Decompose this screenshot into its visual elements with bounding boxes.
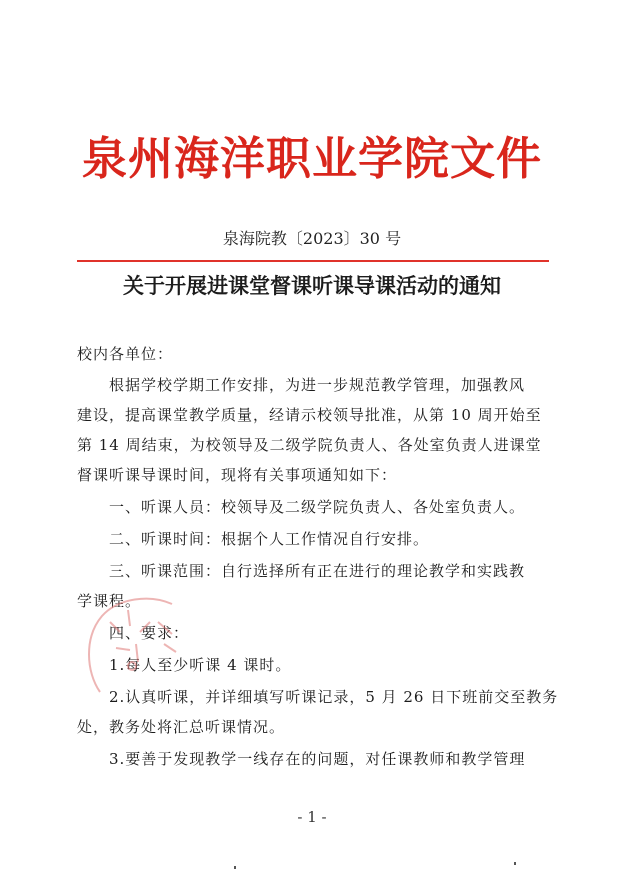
notice-title: 关于开展进课堂督课听课导课活动的通知 <box>123 273 501 298</box>
requirements-heading: 四、要求： <box>109 624 190 642</box>
intro-line: 根据学校学期工作安排，为进一步规范教学管理，加强教风 <box>109 376 526 394</box>
salutation: 校内各单位： <box>77 345 174 363</box>
intro-line: 督课听课导课时间，现将有关事项通知如下： <box>77 466 398 484</box>
red-divider-line <box>77 260 549 262</box>
intro-line: 建设，提高课堂教学质量，经请示校领导批准，从第 10 周开始至 <box>77 406 542 424</box>
scan-speck <box>234 866 236 869</box>
scan-speck <box>514 862 516 865</box>
requirement-3-line: 3.要善于发现教学一线存在的问题，对任课教师和教学管理 <box>109 750 526 768</box>
item-participants: 一、听课人员：校领导及二级学院负责人、各处室负责人。 <box>109 498 526 516</box>
requirement-2-line: 处，教务处将汇总听课情况。 <box>77 718 286 736</box>
requirement-2-line: 2.认真听课，并详细填写听课记录，5 月 26 日下班前交至教务 <box>109 688 559 706</box>
item-scope-line: 学课程。 <box>77 592 142 610</box>
requirement-1: 1.每人至少听课 4 课时。 <box>109 656 292 674</box>
item-time: 二、听课时间：根据个人工作情况自行安排。 <box>109 530 430 548</box>
document-number: 泉海院教〔2023〕30 号 <box>222 229 402 248</box>
page-number: - 1 - <box>297 808 327 826</box>
org-document-header: 泉州海洋职业学院文件 <box>81 132 542 185</box>
item-scope-line: 三、听课范围：自行选择所有正在进行的理论教学和实践教 <box>109 562 526 580</box>
intro-line: 第 14 周结束，为校领导及二级学院负责人、各处室负责人进课堂 <box>77 436 542 454</box>
